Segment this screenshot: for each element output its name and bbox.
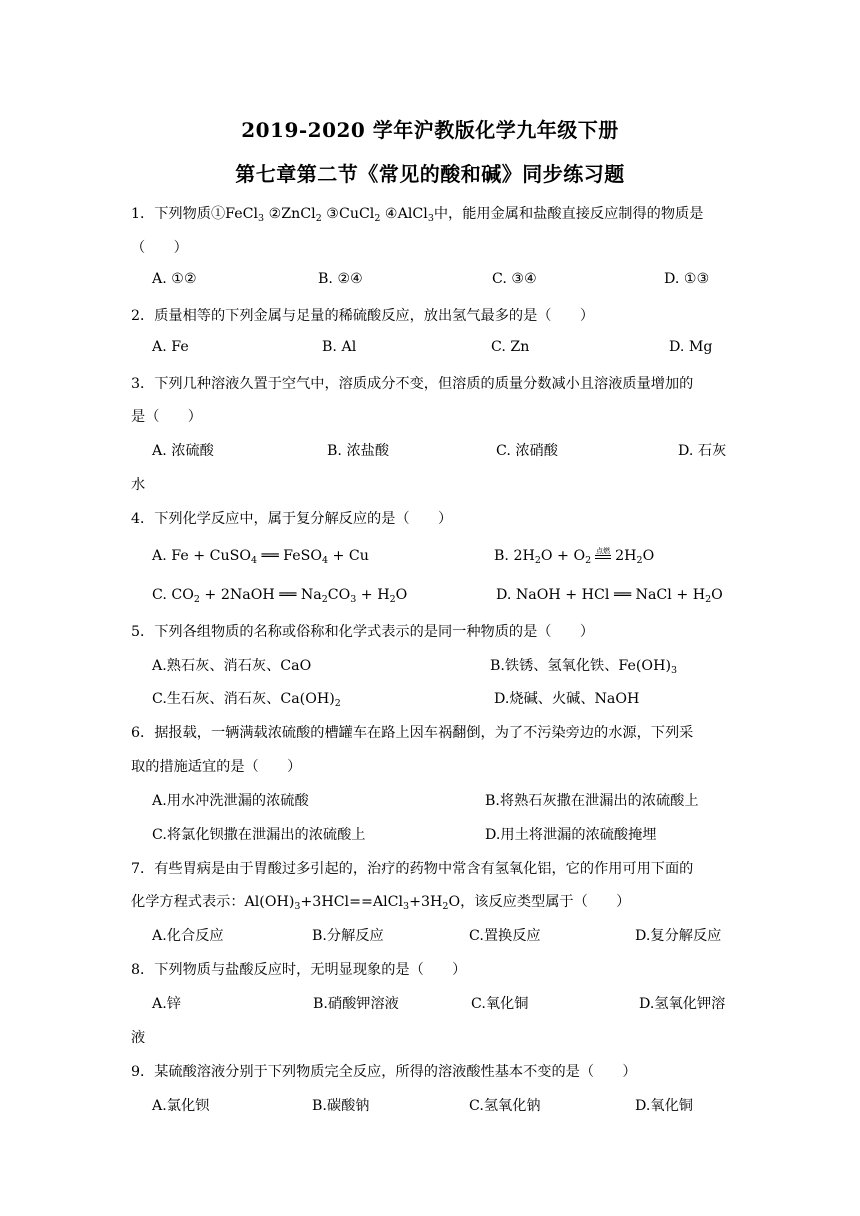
question-2-option-d: D. Mg bbox=[669, 339, 713, 355]
question-7-option-c: C.置换反应 bbox=[469, 928, 541, 944]
question-3-option-a: A. 浓硫酸 bbox=[152, 443, 214, 459]
question-1-option-d: D. ①③ bbox=[664, 271, 710, 287]
question-1-option-c: C. ③④ bbox=[492, 271, 537, 287]
question-7-stem: 7．有些胃病是由于胃酸过多引起的，治疗的药物中常含有氢氧化铝，它的作用可用下面的 bbox=[131, 861, 694, 877]
question-2-option-c: C. Zn bbox=[491, 339, 530, 355]
question-3-option-d-wrap: 水 bbox=[131, 477, 146, 493]
question-4-option-a: A. Fe + CuSO$_4$ ══ FeSO$_4$ + Cu bbox=[152, 548, 369, 566]
question-3-stem: 3．下列几种溶液久置于空气中，溶质成分不变，但溶质的质量分数减小且溶液质量增加的 bbox=[131, 376, 694, 392]
question-8-option-c: C.氧化铜 bbox=[471, 996, 529, 1012]
question-8-option-d-wrap: 液 bbox=[131, 1030, 146, 1046]
question-6-option-c: C.将氯化钡撒在泄漏出的浓硫酸上 bbox=[152, 827, 366, 843]
question-4-option-d: D. NaOH + HCl ══ NaCl + $H_2O$ bbox=[496, 587, 723, 605]
question-9-option-a: A.氯化钡 bbox=[152, 1098, 210, 1114]
question-1-paren: （ ） bbox=[131, 240, 188, 256]
question-2-stem: 2．质量相等的下列金属与足量的稀硫酸反应，放出氢气最多的是（ ） bbox=[131, 308, 595, 324]
question-5-option-b: B.铁锈、氢氧化铁、$Fe(OH)_3$ bbox=[490, 658, 678, 676]
question-3-stem-cont: 是（ ） bbox=[131, 409, 202, 425]
document-title-line1: 2019-2020 学年沪教版化学九年级下册 bbox=[241, 118, 619, 142]
question-8-option-b: B.硝酸钾溶液 bbox=[313, 996, 399, 1012]
question-4-option-c: C. $CO_2$ + 2NaOH ══ $Na_2CO_3 + H_2O$ bbox=[152, 587, 408, 605]
question-8-stem: 8．下列物质与盐酸反应时，无明显现象的是（ ） bbox=[131, 962, 467, 978]
reaction-condition: 点燃 bbox=[595, 553, 611, 559]
question-1-option-b: B. ②④ bbox=[318, 271, 363, 287]
question-2-option-a: A. Fe bbox=[152, 339, 189, 355]
question-4-option-b: B. $2H_2O + O_2$ 点燃 $2H_2O$ bbox=[494, 547, 655, 566]
question-3-option-d: D. 石灰 bbox=[678, 443, 727, 459]
question-7-option-a: A.化合反应 bbox=[152, 928, 224, 944]
question-1-stem: 1．下列物质①FeCl$_3$ ②ZnCl$_2$ ③CuCl$_2$ ④AlCl$_3$中，能用金属和盐酸直接反应制得的物质是 bbox=[131, 206, 704, 224]
question-2-option-b: B. Al bbox=[322, 339, 357, 355]
question-5-stem: 5．下列各组物质的名称或俗称和化学式表示的是同一种物质的是（ ） bbox=[131, 624, 595, 640]
question-9-option-d: D.氧化铜 bbox=[635, 1098, 693, 1114]
question-9-option-c: C.氢氧化钠 bbox=[469, 1098, 541, 1114]
question-5-option-c: C.生石灰、消石灰、$Ca(OH)_2$ bbox=[152, 691, 341, 709]
question-1-option-a: A. ①② bbox=[152, 271, 197, 287]
document-title-line2: 第七章第二节《常见的酸和碱》同步练习题 bbox=[235, 162, 625, 186]
question-6-stem-cont: 取的措施适宜的是（ ） bbox=[131, 759, 302, 775]
question-6-option-a: A.用水冲洗泄漏的浓硫酸 bbox=[152, 793, 309, 809]
question-6-option-b: B.将熟石灰撒在泄漏出的浓硫酸上 bbox=[485, 793, 699, 809]
question-6-stem: 6．据报载，一辆满载浓硫酸的槽罐车在路上因车祸翻倒，为了不污染旁边的水源，下列采 bbox=[131, 725, 694, 741]
question-3-option-c: C. 浓硝酸 bbox=[496, 443, 558, 459]
question-4-stem: 4．下列化学反应中，属于复分解反应的是（ ） bbox=[131, 511, 453, 527]
question-5-option-d: D.烧碱、火碱、NaOH bbox=[494, 691, 640, 707]
question-7-option-b: B.分解反应 bbox=[312, 928, 384, 944]
question-3-option-b: B. 浓盐酸 bbox=[327, 443, 390, 459]
question-5-option-a: A.熟石灰、消石灰、CaO bbox=[152, 658, 312, 674]
question-7-stem-cont: 化学方程式表示：$Al(OH)_3+3HCl==AlCl_3+3H_2O$，该反应类型属于（ ） bbox=[131, 894, 631, 912]
question-8-option-a: A.锌 bbox=[152, 996, 181, 1012]
question-7-option-d: D.复分解反应 bbox=[635, 928, 722, 944]
question-8-option-d: D.氢氧化钾溶 bbox=[639, 996, 726, 1012]
question-9-stem: 9．某硫酸溶液分别于下列物质完全反应，所得的溶液酸性基本不变的是（ ） bbox=[131, 1064, 637, 1080]
question-6-option-d: D.用土将泄漏的浓硫酸掩埋 bbox=[485, 827, 657, 843]
question-9-option-b: B.碳酸钠 bbox=[312, 1098, 370, 1114]
